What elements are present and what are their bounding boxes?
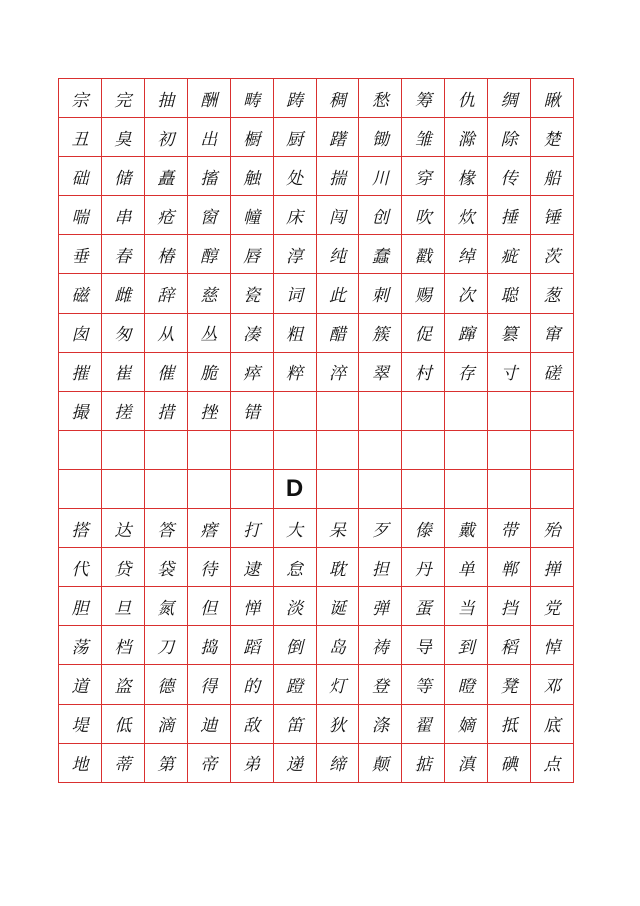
empty-cell — [402, 431, 445, 470]
character-cell: 措 — [145, 392, 188, 431]
character-cell: 掂 — [402, 744, 445, 783]
character-cell: 初 — [145, 118, 188, 157]
character-cell: 道 — [59, 665, 102, 704]
character-cell: 春 — [102, 235, 145, 274]
character-cell: 怠 — [274, 548, 317, 587]
character-cell: 呆 — [317, 509, 360, 548]
character-cell: 瞪 — [445, 665, 488, 704]
character-cell: 矗 — [145, 157, 188, 196]
empty-cell — [274, 431, 317, 470]
character-cell: 寸 — [488, 353, 531, 392]
character-cell: 旦 — [102, 587, 145, 626]
empty-cell — [445, 431, 488, 470]
empty-cell — [188, 431, 231, 470]
empty-cell — [102, 431, 145, 470]
character-cell: 传 — [488, 157, 531, 196]
character-cell: 刀 — [145, 626, 188, 665]
character-cell: 党 — [531, 587, 574, 626]
character-cell: 涤 — [359, 705, 402, 744]
character-cell: 处 — [274, 157, 317, 196]
character-cell: 傣 — [402, 509, 445, 548]
empty-cell — [317, 392, 360, 431]
character-cell: 慈 — [188, 274, 231, 313]
character-cell: 次 — [445, 274, 488, 313]
character-cell: 厨 — [274, 118, 317, 157]
character-cell: 蒂 — [102, 744, 145, 783]
character-cell: 郸 — [488, 548, 531, 587]
character-cell: 臭 — [102, 118, 145, 157]
character-cell: 歹 — [359, 509, 402, 548]
empty-cell — [317, 431, 360, 470]
character-cell: 耽 — [317, 548, 360, 587]
character-cell: 搭 — [59, 509, 102, 548]
character-cell: 低 — [102, 705, 145, 744]
character-cell: 抽 — [145, 79, 188, 118]
empty-cell — [531, 470, 574, 509]
character-cell: 愁 — [359, 79, 402, 118]
character-cell: 瘩 — [188, 509, 231, 548]
character-cell: 丹 — [402, 548, 445, 587]
character-cell: 楚 — [531, 118, 574, 157]
empty-cell — [359, 470, 402, 509]
character-cell: 递 — [274, 744, 317, 783]
character-cell: 酬 — [188, 79, 231, 118]
character-cell: 敌 — [231, 705, 274, 744]
character-cell: 窗 — [188, 196, 231, 235]
character-cell: 粗 — [274, 314, 317, 353]
character-cell: 滁 — [445, 118, 488, 157]
character-practice-grid — [58, 78, 574, 783]
character-cell: 滴 — [145, 705, 188, 744]
character-cell: 瘁 — [231, 353, 274, 392]
character-cell: 到 — [445, 626, 488, 665]
empty-cell — [145, 431, 188, 470]
character-cell: 待 — [188, 548, 231, 587]
character-cell: 惮 — [231, 587, 274, 626]
character-cell: 悼 — [531, 626, 574, 665]
character-cell: 抵 — [488, 705, 531, 744]
empty-cell — [188, 470, 231, 509]
section-letter: D — [274, 470, 317, 509]
character-cell: 笛 — [274, 705, 317, 744]
character-cell: 筹 — [402, 79, 445, 118]
character-cell: 当 — [445, 587, 488, 626]
character-cell: 蛋 — [402, 587, 445, 626]
character-cell: 绰 — [445, 235, 488, 274]
character-cell: 错 — [231, 392, 274, 431]
empty-cell — [274, 392, 317, 431]
character-cell: 存 — [445, 353, 488, 392]
character-cell: 催 — [145, 353, 188, 392]
character-cell: 窜 — [531, 314, 574, 353]
character-cell: 滇 — [445, 744, 488, 783]
character-cell: 袋 — [145, 548, 188, 587]
character-cell: 吹 — [402, 196, 445, 235]
character-cell: 登 — [359, 665, 402, 704]
character-cell: 簇 — [359, 314, 402, 353]
character-cell: 仇 — [445, 79, 488, 118]
character-cell: 捶 — [488, 196, 531, 235]
character-cell: 挫 — [188, 392, 231, 431]
character-cell: 翟 — [402, 705, 445, 744]
character-cell: 词 — [274, 274, 317, 313]
character-cell: 完 — [102, 79, 145, 118]
character-cell: 掸 — [531, 548, 574, 587]
character-cell: 得 — [188, 665, 231, 704]
character-cell: 打 — [231, 509, 274, 548]
character-cell: 出 — [188, 118, 231, 157]
character-cell: 蹬 — [274, 665, 317, 704]
character-cell: 搐 — [188, 157, 231, 196]
character-cell: 粹 — [274, 353, 317, 392]
character-cell: 葱 — [531, 274, 574, 313]
character-cell: 的 — [231, 665, 274, 704]
character-cell: 囱 — [59, 314, 102, 353]
character-cell: 蹈 — [231, 626, 274, 665]
character-cell: 摧 — [59, 353, 102, 392]
character-cell: 代 — [59, 548, 102, 587]
character-cell: 岛 — [317, 626, 360, 665]
character-cell: 从 — [145, 314, 188, 353]
character-cell: 殆 — [531, 509, 574, 548]
character-cell: 等 — [402, 665, 445, 704]
character-cell: 船 — [531, 157, 574, 196]
character-cell: 茨 — [531, 235, 574, 274]
character-cell: 聪 — [488, 274, 531, 313]
character-cell: 锤 — [531, 196, 574, 235]
character-cell: 搓 — [102, 392, 145, 431]
character-cell: 荡 — [59, 626, 102, 665]
character-cell: 床 — [274, 196, 317, 235]
character-cell: 稻 — [488, 626, 531, 665]
character-cell: 档 — [102, 626, 145, 665]
empty-cell — [488, 431, 531, 470]
character-cell: 灯 — [317, 665, 360, 704]
character-cell: 雏 — [402, 118, 445, 157]
character-cell: 唇 — [231, 235, 274, 274]
character-cell: 撮 — [59, 392, 102, 431]
empty-cell — [359, 431, 402, 470]
character-cell: 碘 — [488, 744, 531, 783]
empty-cell — [488, 392, 531, 431]
character-cell: 疵 — [488, 235, 531, 274]
character-cell: 点 — [531, 744, 574, 783]
character-cell: 绸 — [488, 79, 531, 118]
character-cell: 凑 — [231, 314, 274, 353]
character-cell: 穿 — [402, 157, 445, 196]
empty-cell — [59, 470, 102, 509]
character-cell: 幢 — [231, 196, 274, 235]
empty-cell — [102, 470, 145, 509]
character-cell: 丑 — [59, 118, 102, 157]
character-cell: 氮 — [145, 587, 188, 626]
character-cell: 雌 — [102, 274, 145, 313]
character-cell: 胆 — [59, 587, 102, 626]
character-cell: 蠢 — [359, 235, 402, 274]
character-cell: 醇 — [188, 235, 231, 274]
character-cell: 瓷 — [231, 274, 274, 313]
character-cell: 嫡 — [445, 705, 488, 744]
character-cell: 盗 — [102, 665, 145, 704]
character-cell: 狄 — [317, 705, 360, 744]
character-cell: 炊 — [445, 196, 488, 235]
character-cell: 倒 — [274, 626, 317, 665]
character-cell: 椿 — [145, 235, 188, 274]
character-cell: 此 — [317, 274, 360, 313]
character-cell: 达 — [102, 509, 145, 548]
character-cell: 戳 — [402, 235, 445, 274]
character-cell: 诞 — [317, 587, 360, 626]
character-cell: 躇 — [317, 118, 360, 157]
character-cell: 椽 — [445, 157, 488, 196]
empty-cell — [145, 470, 188, 509]
character-cell: 橱 — [231, 118, 274, 157]
character-cell: 磋 — [531, 353, 574, 392]
character-cell: 弟 — [231, 744, 274, 783]
empty-cell — [488, 470, 531, 509]
character-cell: 但 — [188, 587, 231, 626]
character-cell: 弹 — [359, 587, 402, 626]
character-cell: 戴 — [445, 509, 488, 548]
character-cell: 底 — [531, 705, 574, 744]
character-cell: 导 — [402, 626, 445, 665]
character-cell: 纯 — [317, 235, 360, 274]
empty-cell — [231, 470, 274, 509]
empty-cell — [445, 470, 488, 509]
character-cell: 喘 — [59, 196, 102, 235]
character-cell: 迪 — [188, 705, 231, 744]
character-cell: 串 — [102, 196, 145, 235]
character-cell: 除 — [488, 118, 531, 157]
character-cell: 辞 — [145, 274, 188, 313]
empty-cell — [317, 470, 360, 509]
character-cell: 丛 — [188, 314, 231, 353]
character-cell: 地 — [59, 744, 102, 783]
empty-cell — [359, 392, 402, 431]
character-cell: 促 — [402, 314, 445, 353]
empty-cell — [231, 431, 274, 470]
character-cell: 答 — [145, 509, 188, 548]
empty-cell — [59, 431, 102, 470]
character-cell: 担 — [359, 548, 402, 587]
character-cell: 挡 — [488, 587, 531, 626]
character-cell: 瞅 — [531, 79, 574, 118]
character-cell: 触 — [231, 157, 274, 196]
character-cell: 逮 — [231, 548, 274, 587]
character-cell: 村 — [402, 353, 445, 392]
empty-cell — [531, 392, 574, 431]
character-cell: 础 — [59, 157, 102, 196]
character-cell: 揣 — [317, 157, 360, 196]
character-cell: 邓 — [531, 665, 574, 704]
character-cell: 帝 — [188, 744, 231, 783]
character-cell: 闯 — [317, 196, 360, 235]
character-cell: 淡 — [274, 587, 317, 626]
character-cell: 脆 — [188, 353, 231, 392]
character-cell: 淳 — [274, 235, 317, 274]
character-cell: 颠 — [359, 744, 402, 783]
character-cell: 畴 — [231, 79, 274, 118]
character-cell: 祷 — [359, 626, 402, 665]
character-cell: 堤 — [59, 705, 102, 744]
empty-cell — [402, 392, 445, 431]
character-cell: 疮 — [145, 196, 188, 235]
empty-cell — [531, 431, 574, 470]
character-cell: 宗 — [59, 79, 102, 118]
character-cell: 踌 — [274, 79, 317, 118]
character-cell: 贷 — [102, 548, 145, 587]
character-cell: 带 — [488, 509, 531, 548]
character-cell: 磁 — [59, 274, 102, 313]
empty-cell — [445, 392, 488, 431]
character-cell: 篡 — [488, 314, 531, 353]
character-cell: 缔 — [317, 744, 360, 783]
character-cell: 凳 — [488, 665, 531, 704]
character-cell: 捣 — [188, 626, 231, 665]
character-cell: 匆 — [102, 314, 145, 353]
character-cell: 翠 — [359, 353, 402, 392]
character-cell: 垂 — [59, 235, 102, 274]
character-cell: 第 — [145, 744, 188, 783]
character-cell: 赐 — [402, 274, 445, 313]
character-cell: 淬 — [317, 353, 360, 392]
character-cell: 稠 — [317, 79, 360, 118]
character-cell: 储 — [102, 157, 145, 196]
character-cell: 崔 — [102, 353, 145, 392]
character-cell: 刺 — [359, 274, 402, 313]
character-cell: 创 — [359, 196, 402, 235]
character-cell: 蹿 — [445, 314, 488, 353]
character-cell: 锄 — [359, 118, 402, 157]
character-cell: 醋 — [317, 314, 360, 353]
character-cell: 德 — [145, 665, 188, 704]
character-cell: 单 — [445, 548, 488, 587]
empty-cell — [402, 470, 445, 509]
character-cell: 川 — [359, 157, 402, 196]
character-cell: 大 — [274, 509, 317, 548]
